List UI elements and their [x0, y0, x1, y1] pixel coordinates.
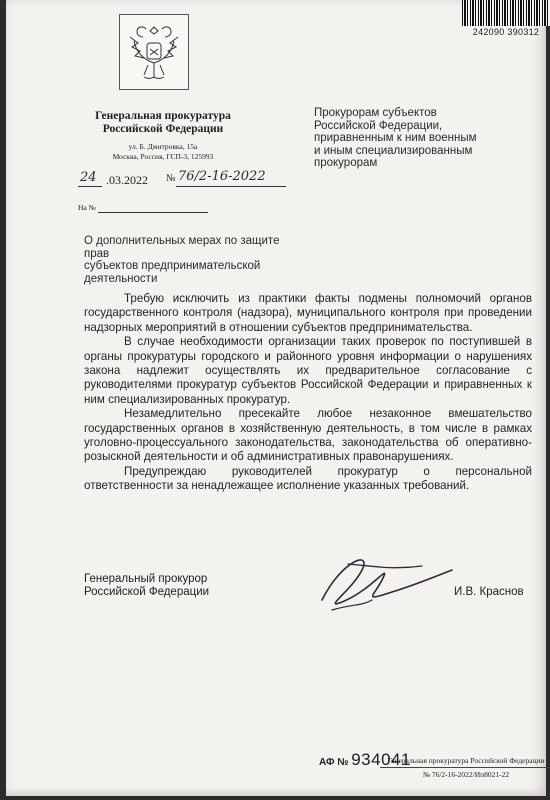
barcode — [460, 0, 550, 40]
body-paragraph-2: В случае необходимости организации таких проверок по поступившей в органы прокуратуры городского и районного уровня информации о нарушениях закона надлежит осуществлять их предварительное согласование с руководителями прокуратур субъектов Российской Федерации и приравненных к ним специализированных прокуратур. — [84, 335, 532, 406]
recipient-line-2: Российской Федерации, — [314, 119, 443, 132]
document-number: 76/2-16-2022 — [178, 169, 266, 184]
reference-number-label — [78, 203, 96, 212]
letter-body — [84, 292, 532, 494]
double-headed-eagle-icon — [120, 15, 188, 89]
signer-title-line-1: Генеральный прокурор — [84, 573, 208, 585]
body-paragraph-1: Требую исключить из практики факты подмены полномочий органов государственного контроля (надзора), муниципального контроля при проведении надзорных мероприятий в отношении субъектов предпринимательства. — [84, 292, 532, 334]
barcode-number: 242090 390312 — [472, 27, 540, 37]
registration-stamp — [380, 754, 550, 781]
body-paragraph-4: Предупреждаю руководителей прокуратур о персональной ответственности за ненадлежащее исполнение указанных требований. — [84, 464, 532, 493]
recipient-line-1: Прокурорам субъектов — [314, 107, 437, 119]
subject-line-1: О дополнительных мерах по защите прав — [84, 235, 280, 260]
issuer-line-1: Генеральная прокуратура — [95, 110, 231, 122]
recipient-line-5: прокурорам — [314, 157, 378, 169]
recipient-block — [314, 107, 524, 170]
signer-title — [84, 573, 244, 598]
na-label: На № — [78, 203, 96, 212]
document-page — [6, 0, 546, 796]
issuer-address — [88, 142, 238, 162]
signer-name: И.В. Краснов — [454, 586, 524, 598]
recipient-line-4: и иным специализированным — [314, 144, 473, 157]
number-sign: № — [166, 173, 176, 184]
letter-subject — [84, 235, 304, 285]
recipient-line-3: приравненным к ним военным — [314, 132, 477, 144]
date-and-number-line — [78, 170, 298, 192]
subject-line-2: субъектов предпринимательской — [84, 260, 261, 272]
address-line-1: ул. Б. Дмитровка, 15а — [128, 142, 198, 151]
issuer-organization — [88, 110, 238, 136]
date-month-year: .03.2022 — [106, 173, 148, 187]
stamp-line-2: № 76/2-16-2022/Ип8021-22 — [380, 767, 550, 781]
stamp-line-1: Генеральная прокуратура Российской Федерации — [387, 756, 545, 765]
handwritten-signature — [302, 540, 462, 620]
serial-digits: 934041 — [351, 750, 411, 769]
address-line-2: Москва, Россия, ГСП-3, 125993 — [112, 152, 214, 161]
body-paragraph-3: Незамедлительно пресекайте любое незаконное вмешательство государственных органов в хозяйственную деятельность, в том числе в рамках уголовно-процессуального законодательства, законодательства об оперативно-розыскной деятельности и об административных правонарушениях. — [84, 407, 532, 464]
barcode-bars — [462, 0, 550, 26]
subject-line-3: деятельности — [84, 272, 158, 285]
date-day: 24 — [80, 170, 97, 185]
issuer-line-2: Российской Федерации — [102, 123, 224, 135]
serial-prefix: АФ № — [319, 757, 349, 768]
coat-of-arms-emblem — [119, 14, 189, 90]
signer-title-line-2: Российской Федерации — [84, 585, 210, 598]
